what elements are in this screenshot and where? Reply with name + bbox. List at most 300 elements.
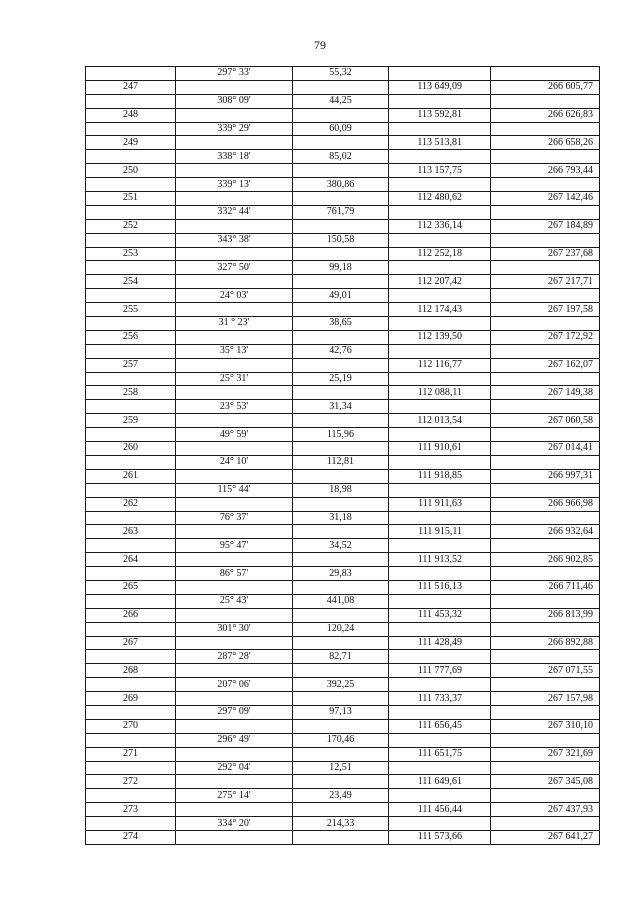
point-number-cell [86, 455, 176, 469]
table-row [86, 733, 600, 747]
x-coordinate-cell [389, 622, 491, 636]
point-number-cell [86, 650, 176, 664]
table-row [86, 719, 600, 733]
point-number-cell: 252 [86, 219, 176, 233]
table-row [86, 455, 600, 469]
point-number-cell: 258 [86, 386, 176, 400]
direction-angle-cell: 25° 43' [176, 594, 293, 608]
y-coordinate-cell: 266 711,46 [491, 580, 600, 594]
y-coordinate-cell [491, 67, 600, 81]
direction-angle-cell: 287° 28' [176, 650, 293, 664]
point-number-cell [86, 539, 176, 553]
point-number-cell [86, 594, 176, 608]
y-coordinate-cell [491, 483, 600, 497]
x-coordinate-cell: 113 513,81 [389, 136, 491, 150]
x-coordinate-cell: 111 913,52 [389, 553, 491, 567]
point-number-cell [86, 67, 176, 81]
x-coordinate-cell: 111 733,37 [389, 692, 491, 706]
table-row [86, 803, 600, 817]
point-number-cell [86, 817, 176, 831]
distance-cell: 82,71 [293, 650, 389, 664]
distance-cell: 31,18 [293, 511, 389, 525]
y-coordinate-cell: 266 626,83 [491, 108, 600, 122]
distance-cell [293, 386, 389, 400]
y-coordinate-cell [491, 789, 600, 803]
point-number-cell [86, 705, 176, 719]
table-row [86, 358, 600, 372]
x-coordinate-cell [389, 567, 491, 581]
point-number-cell: 273 [86, 803, 176, 817]
coordinates-table-body [86, 67, 600, 845]
x-coordinate-cell [389, 428, 491, 442]
direction-angle-cell [176, 775, 293, 789]
table-row [86, 400, 600, 414]
table-row [86, 567, 600, 581]
point-number-cell [86, 94, 176, 108]
x-coordinate-cell [389, 539, 491, 553]
point-number-cell: 267 [86, 636, 176, 650]
y-coordinate-cell: 266 892,88 [491, 636, 600, 650]
direction-angle-cell [176, 803, 293, 817]
table-row [86, 136, 600, 150]
point-number-cell: 255 [86, 303, 176, 317]
table-row [86, 692, 600, 706]
y-coordinate-cell: 267 071,55 [491, 664, 600, 678]
y-coordinate-cell [491, 733, 600, 747]
distance-cell [293, 775, 389, 789]
distance-cell: 85,02 [293, 150, 389, 164]
table-row [86, 650, 600, 664]
point-number-cell: 264 [86, 553, 176, 567]
point-number-cell: 272 [86, 775, 176, 789]
point-number-cell [86, 400, 176, 414]
y-coordinate-cell [491, 233, 600, 247]
direction-angle-cell [176, 747, 293, 761]
x-coordinate-cell [389, 150, 491, 164]
table-row [86, 705, 600, 719]
x-coordinate-cell: 112 336,14 [389, 219, 491, 233]
point-number-cell [86, 428, 176, 442]
y-coordinate-cell [491, 178, 600, 192]
distance-cell: 115,96 [293, 428, 389, 442]
point-number-cell [86, 678, 176, 692]
y-coordinate-cell: 267 157,98 [491, 692, 600, 706]
y-coordinate-cell: 267 142,46 [491, 192, 600, 206]
x-coordinate-cell: 111 656,45 [389, 719, 491, 733]
y-coordinate-cell: 267 217,71 [491, 275, 600, 289]
y-coordinate-cell [491, 122, 600, 136]
point-number-cell [86, 122, 176, 136]
y-coordinate-cell [491, 817, 600, 831]
point-number-cell: 270 [86, 719, 176, 733]
x-coordinate-cell: 111 911,63 [389, 497, 491, 511]
direction-angle-cell [176, 636, 293, 650]
table-row [86, 108, 600, 122]
table-row [86, 289, 600, 303]
x-coordinate-cell: 112 088,11 [389, 386, 491, 400]
y-coordinate-cell: 266 966,98 [491, 497, 600, 511]
x-coordinate-cell [389, 372, 491, 386]
distance-cell: 55,32 [293, 67, 389, 81]
x-coordinate-cell: 111 456,44 [389, 803, 491, 817]
direction-angle-cell [176, 442, 293, 456]
table-row [86, 636, 600, 650]
distance-cell: 170,46 [293, 733, 389, 747]
y-coordinate-cell [491, 344, 600, 358]
point-number-cell [86, 511, 176, 525]
distance-cell [293, 747, 389, 761]
y-coordinate-cell [491, 622, 600, 636]
distance-cell: 23,49 [293, 789, 389, 803]
direction-angle-cell [176, 358, 293, 372]
y-coordinate-cell [491, 455, 600, 469]
direction-angle-cell: 297° 09' [176, 705, 293, 719]
x-coordinate-cell [389, 455, 491, 469]
table-row [86, 122, 600, 136]
distance-cell: 60,09 [293, 122, 389, 136]
direction-angle-cell: 327° 50' [176, 261, 293, 275]
y-coordinate-cell: 267 641,27 [491, 830, 600, 844]
direction-angle-cell: 25° 31' [176, 372, 293, 386]
x-coordinate-cell [389, 594, 491, 608]
y-coordinate-cell [491, 428, 600, 442]
table-row [86, 511, 600, 525]
point-number-cell: 253 [86, 247, 176, 261]
y-coordinate-cell [491, 511, 600, 525]
x-coordinate-cell: 111 915,11 [389, 525, 491, 539]
table-row [86, 372, 600, 386]
distance-cell [293, 719, 389, 733]
direction-angle-cell [176, 525, 293, 539]
point-number-cell: 263 [86, 525, 176, 539]
direction-angle-cell: 49° 59' [176, 428, 293, 442]
table-row [86, 67, 600, 81]
direction-angle-cell [176, 719, 293, 733]
y-coordinate-cell: 267 172,92 [491, 330, 600, 344]
direction-angle-cell [176, 497, 293, 511]
table-row [86, 483, 600, 497]
x-coordinate-cell: 111 651,75 [389, 747, 491, 761]
distance-cell: 392,25 [293, 678, 389, 692]
table-row [86, 261, 600, 275]
page-number: 79 [314, 38, 326, 52]
table-row [86, 317, 600, 331]
x-coordinate-cell: 111 573,66 [389, 830, 491, 844]
distance-cell [293, 414, 389, 428]
distance-cell: 97,13 [293, 705, 389, 719]
x-coordinate-cell [389, 317, 491, 331]
distance-cell: 34,52 [293, 539, 389, 553]
x-coordinate-cell [389, 344, 491, 358]
direction-angle-cell: 296° 49' [176, 733, 293, 747]
x-coordinate-cell [389, 650, 491, 664]
direction-angle-cell: 207° 06' [176, 678, 293, 692]
direction-angle-cell [176, 664, 293, 678]
x-coordinate-cell: 111 428,49 [389, 636, 491, 650]
point-number-cell: 249 [86, 136, 176, 150]
distance-cell [293, 136, 389, 150]
table-row [86, 205, 600, 219]
table-row [86, 817, 600, 831]
y-coordinate-cell: 266 813,99 [491, 608, 600, 622]
table-row [86, 553, 600, 567]
point-number-cell: 266 [86, 608, 176, 622]
distance-cell [293, 692, 389, 706]
direction-angle-cell: 24° 03' [176, 289, 293, 303]
direction-angle-cell [176, 414, 293, 428]
distance-cell [293, 247, 389, 261]
y-coordinate-cell [491, 317, 600, 331]
table-row [86, 94, 600, 108]
table-row [86, 247, 600, 261]
point-number-cell [86, 567, 176, 581]
distance-cell: 18,98 [293, 483, 389, 497]
direction-angle-cell: 308° 09' [176, 94, 293, 108]
distance-cell [293, 553, 389, 567]
distance-cell [293, 525, 389, 539]
y-coordinate-cell: 266 902,85 [491, 553, 600, 567]
direction-angle-cell: 23° 53' [176, 400, 293, 414]
point-number-cell [86, 317, 176, 331]
x-coordinate-cell: 112 480,62 [389, 192, 491, 206]
y-coordinate-cell [491, 205, 600, 219]
x-coordinate-cell: 111 777,69 [389, 664, 491, 678]
x-coordinate-cell [389, 761, 491, 775]
distance-cell [293, 275, 389, 289]
y-coordinate-cell: 266 932,64 [491, 525, 600, 539]
y-coordinate-cell: 267 184,89 [491, 219, 600, 233]
x-coordinate-cell: 112 139,50 [389, 330, 491, 344]
y-coordinate-cell: 267 197,58 [491, 303, 600, 317]
y-coordinate-cell [491, 678, 600, 692]
direction-angle-cell: 95° 47' [176, 539, 293, 553]
distance-cell: 380,86 [293, 178, 389, 192]
distance-cell: 761,79 [293, 205, 389, 219]
y-coordinate-cell [491, 761, 600, 775]
x-coordinate-cell: 111 453,32 [389, 608, 491, 622]
x-coordinate-cell: 113 157,75 [389, 164, 491, 178]
distance-cell [293, 192, 389, 206]
direction-angle-cell: 332° 44' [176, 205, 293, 219]
table-row [86, 678, 600, 692]
point-number-cell: 256 [86, 330, 176, 344]
direction-angle-cell [176, 164, 293, 178]
x-coordinate-cell: 112 207,42 [389, 275, 491, 289]
point-number-cell: 254 [86, 275, 176, 289]
point-number-cell [86, 372, 176, 386]
point-number-cell: 248 [86, 108, 176, 122]
distance-cell [293, 219, 389, 233]
point-number-cell: 257 [86, 358, 176, 372]
point-number-cell: 265 [86, 580, 176, 594]
x-coordinate-cell [389, 400, 491, 414]
x-coordinate-cell: 112 013,54 [389, 414, 491, 428]
y-coordinate-cell: 267 014,41 [491, 442, 600, 456]
x-coordinate-cell [389, 289, 491, 303]
y-coordinate-cell: 267 060,58 [491, 414, 600, 428]
point-number-cell: 271 [86, 747, 176, 761]
point-number-cell: 262 [86, 497, 176, 511]
point-number-cell [86, 289, 176, 303]
point-number-cell [86, 344, 176, 358]
distance-cell [293, 80, 389, 94]
y-coordinate-cell: 266 658,26 [491, 136, 600, 150]
direction-angle-cell [176, 108, 293, 122]
distance-cell: 38,65 [293, 317, 389, 331]
x-coordinate-cell [389, 178, 491, 192]
x-coordinate-cell: 111 918,85 [389, 469, 491, 483]
x-coordinate-cell [389, 205, 491, 219]
y-coordinate-cell [491, 705, 600, 719]
table-row [86, 608, 600, 622]
y-coordinate-cell: 267 310,10 [491, 719, 600, 733]
y-coordinate-cell: 267 437,93 [491, 803, 600, 817]
table-row [86, 539, 600, 553]
distance-cell [293, 358, 389, 372]
table-row [86, 150, 600, 164]
table-row [86, 219, 600, 233]
distance-cell [293, 497, 389, 511]
table-row [86, 442, 600, 456]
point-number-cell [86, 789, 176, 803]
point-number-cell: 269 [86, 692, 176, 706]
direction-angle-cell: 76° 37' [176, 511, 293, 525]
direction-angle-cell: 339° 29' [176, 122, 293, 136]
table-row [86, 789, 600, 803]
y-coordinate-cell [491, 372, 600, 386]
x-coordinate-cell [389, 94, 491, 108]
distance-cell [293, 636, 389, 650]
direction-angle-cell: 275° 14' [176, 789, 293, 803]
x-coordinate-cell [389, 789, 491, 803]
point-number-cell [86, 761, 176, 775]
distance-cell [293, 469, 389, 483]
x-coordinate-cell [389, 511, 491, 525]
direction-angle-cell [176, 275, 293, 289]
distance-cell [293, 664, 389, 678]
table-row [86, 414, 600, 428]
table-row [86, 386, 600, 400]
x-coordinate-cell: 112 252,18 [389, 247, 491, 261]
y-coordinate-cell [491, 567, 600, 581]
x-coordinate-cell [389, 67, 491, 81]
direction-angle-cell: 297° 33' [176, 67, 293, 81]
direction-angle-cell: 339° 13' [176, 178, 293, 192]
direction-angle-cell [176, 80, 293, 94]
table-row [86, 469, 600, 483]
direction-angle-cell [176, 830, 293, 844]
x-coordinate-cell [389, 233, 491, 247]
direction-angle-cell: 86° 57' [176, 567, 293, 581]
x-coordinate-cell: 111 649,61 [389, 775, 491, 789]
point-number-cell [86, 733, 176, 747]
y-coordinate-cell: 267 237,68 [491, 247, 600, 261]
table-row [86, 525, 600, 539]
direction-angle-cell [176, 247, 293, 261]
direction-angle-cell [176, 692, 293, 706]
y-coordinate-cell [491, 594, 600, 608]
y-coordinate-cell: 266 997,31 [491, 469, 600, 483]
direction-angle-cell: 292° 04' [176, 761, 293, 775]
direction-angle-cell: 301° 30' [176, 622, 293, 636]
distance-cell: 25,19 [293, 372, 389, 386]
direction-angle-cell [176, 330, 293, 344]
table-row [86, 192, 600, 206]
table-row [86, 275, 600, 289]
direction-angle-cell: 115° 44' [176, 483, 293, 497]
y-coordinate-cell: 267 162,07 [491, 358, 600, 372]
x-coordinate-cell [389, 122, 491, 136]
point-number-cell: 250 [86, 164, 176, 178]
y-coordinate-cell [491, 289, 600, 303]
point-number-cell [86, 205, 176, 219]
y-coordinate-cell [491, 400, 600, 414]
table-row [86, 594, 600, 608]
y-coordinate-cell: 266 605,77 [491, 80, 600, 94]
direction-angle-cell: 334° 20' [176, 817, 293, 831]
x-coordinate-cell [389, 678, 491, 692]
x-coordinate-cell [389, 705, 491, 719]
table-row [86, 497, 600, 511]
direction-angle-cell: 343° 38' [176, 233, 293, 247]
direction-angle-cell [176, 553, 293, 567]
direction-angle-cell [176, 219, 293, 233]
distance-cell: 29,83 [293, 567, 389, 581]
table-row [86, 775, 600, 789]
x-coordinate-cell: 113 592,81 [389, 108, 491, 122]
table-row [86, 747, 600, 761]
direction-angle-cell [176, 608, 293, 622]
distance-cell [293, 803, 389, 817]
x-coordinate-cell: 112 174,43 [389, 303, 491, 317]
table-row [86, 80, 600, 94]
x-coordinate-cell: 111 516,13 [389, 580, 491, 594]
distance-cell [293, 108, 389, 122]
direction-angle-cell: 35° 13' [176, 344, 293, 358]
distance-cell: 120,24 [293, 622, 389, 636]
direction-angle-cell: 338° 18' [176, 150, 293, 164]
point-number-cell [86, 150, 176, 164]
y-coordinate-cell [491, 94, 600, 108]
distance-cell: 214,33 [293, 817, 389, 831]
coordinates-table [85, 66, 600, 845]
table-row [86, 830, 600, 844]
point-number-cell: 247 [86, 80, 176, 94]
direction-angle-cell [176, 386, 293, 400]
y-coordinate-cell [491, 150, 600, 164]
table-row [86, 344, 600, 358]
point-number-cell: 268 [86, 664, 176, 678]
distance-cell: 99,18 [293, 261, 389, 275]
table-row [86, 664, 600, 678]
distance-cell: 44,25 [293, 94, 389, 108]
direction-angle-cell [176, 136, 293, 150]
table-row [86, 622, 600, 636]
distance-cell [293, 830, 389, 844]
direction-angle-cell [176, 469, 293, 483]
direction-angle-cell [176, 192, 293, 206]
point-number-cell [86, 483, 176, 497]
x-coordinate-cell [389, 483, 491, 497]
y-coordinate-cell: 266 793,44 [491, 164, 600, 178]
point-number-cell: 260 [86, 442, 176, 456]
distance-cell [293, 580, 389, 594]
y-coordinate-cell [491, 261, 600, 275]
y-coordinate-cell [491, 539, 600, 553]
distance-cell [293, 442, 389, 456]
table-row [86, 428, 600, 442]
table-row [86, 580, 600, 594]
